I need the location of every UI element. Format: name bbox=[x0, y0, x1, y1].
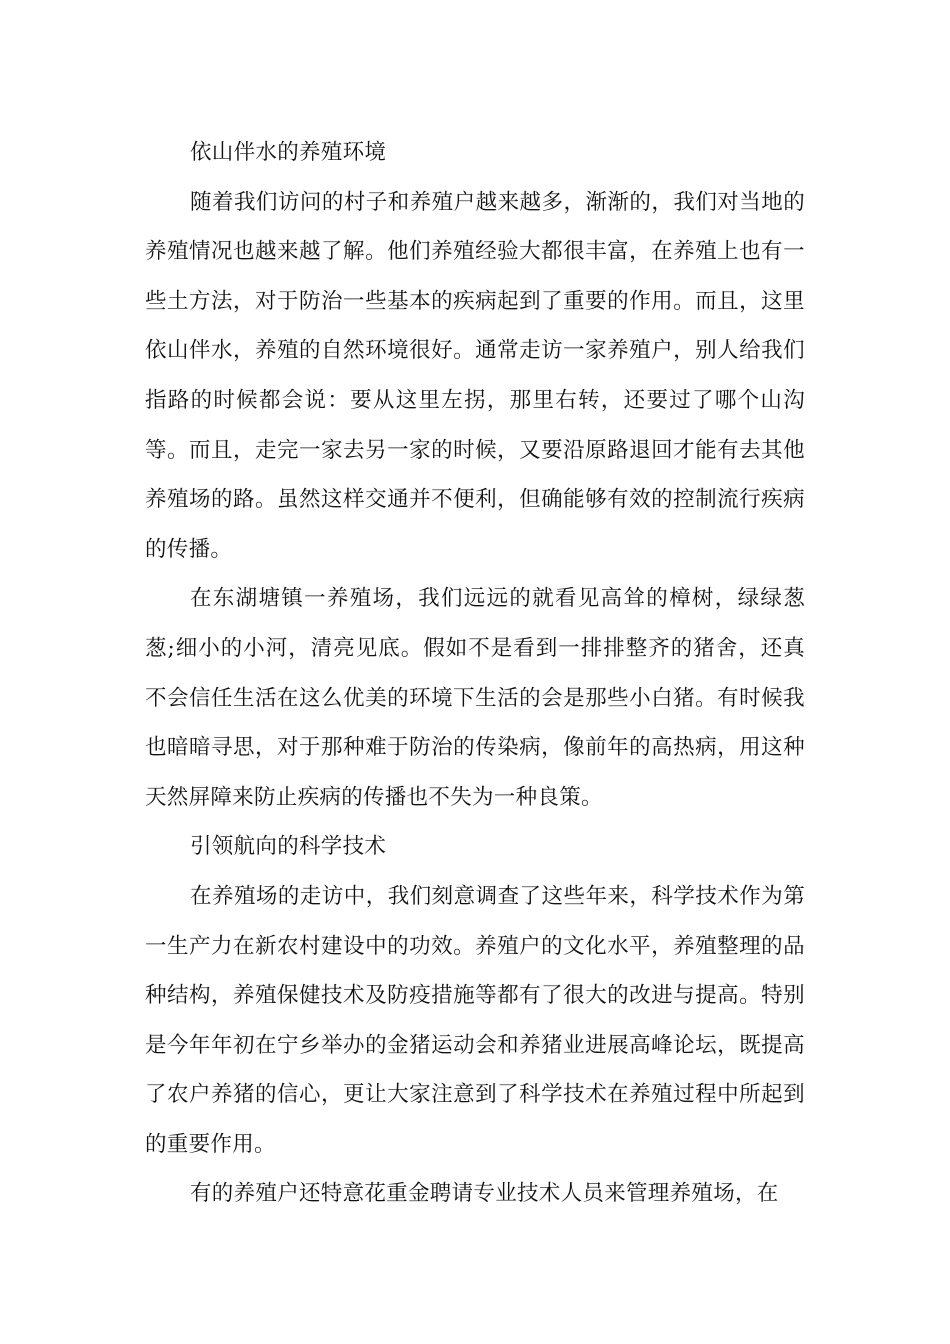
paragraph-visit-farms: 随着我们访问的村子和养殖户越来越多，渐渐的，我们对当地的养殖情况也越来越了解。他们养殖经验大都很丰富，在养殖上也有一些土方法，对于防治一些基本的疾病起到了重要的作用。而且，这里依山伴水，养殖的自然环境很好。通常走访一家养殖户，别人给我们指路的时候都会说：要从这里左拐，那里右转，还要过了哪个山沟等。而且，走完一家去另一家的时候，又要沿原路退回才能有去其他养殖场的路。虽然这样交通并不便利，但确能够有效的控制流行疾病的传播。 bbox=[145, 189, 805, 562]
section-heading-environment: 依山伴水的养殖环境 bbox=[190, 140, 387, 165]
paragraph-donghutang-farm: 在东湖塘镇一养殖场，我们远远的就看见高耸的樟树，绿绿葱葱;细小的小河，清亮见底。假如不是看到一排排整齐的猪舍，还真不会信任生活在这么优美的环境下生活的会是那些小白猪。有时候我也暗暗寻思，对于那种难于防治的传染病，像前年的高热病，用这种天然屏障来防止疾病的传播也不失为一种良策。 bbox=[145, 586, 805, 810]
paragraph-science-technology: 在养殖场的走访中，我们刻意调查了这些年来，科学技术作为第一生产力在新农村建设中的功效。养殖户的文化水平，养殖整理的品种结构，养殖保健技术及防疫措施等都有了很大的改进与提高。特别是今年年初在宁乡举办的金猪运动会和养猪业进展高峰论坛，既提高了农户养猪的信心，更让大家注意到了科学技术在养殖过程中所起到的重要作用。 bbox=[145, 883, 805, 1157]
section-heading-technology: 引领航向的科学技术 bbox=[190, 834, 387, 860]
document-body bbox=[145, 128, 805, 1219]
paragraph-hired-technicians: 有的养殖户还特意花重金聘请专业技术人员来管理养殖场，在 bbox=[190, 1181, 779, 1207]
